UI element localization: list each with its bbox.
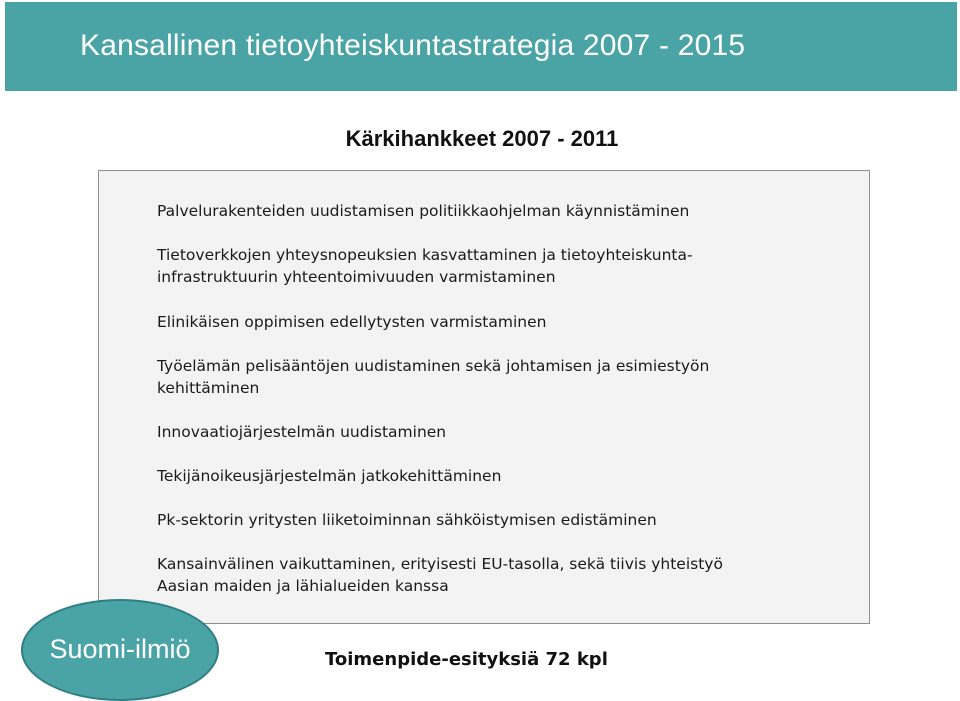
project-item <box>157 200 689 222</box>
section-heading: Kärkihankkeet 2007 - 2011 <box>345 126 619 151</box>
project-item-line: Pk-sektorin yritysten liiketoiminnan sähköistymisen edistäminen <box>157 511 657 529</box>
project-item <box>157 355 709 399</box>
project-item-line: Palvelurakenteiden uudistamisen politiikkaohjelman käynnistäminen <box>157 202 690 220</box>
project-item <box>157 509 657 531</box>
project-item <box>157 421 446 443</box>
project-item <box>157 465 501 487</box>
badge-label: Suomi-ilmiö <box>49 634 191 664</box>
project-item <box>157 311 546 333</box>
project-item <box>157 553 723 597</box>
project-item-line: Elinikäisen oppimisen edellytysten varmistaminen <box>157 313 547 331</box>
project-item-line: Aasian maiden ja lähialueiden kanssa <box>157 577 449 595</box>
project-item-line: infrastruktuurin yhteentoimivuuden varmistaminen <box>157 268 556 286</box>
title-banner <box>5 2 957 91</box>
project-item-line: Tietoverkkojen yhteysnopeuksien kasvattaminen ja tietoyhteiskunta- <box>157 246 693 264</box>
project-item-line: Kansainvälinen vaikuttaminen, erityisesti EU-tasolla, sekä tiivis yhteistyö <box>157 555 723 573</box>
project-item-line: kehittäminen <box>157 379 260 397</box>
page-title: Kansallinen tietoyhteiskuntastrategia 2007 - 2015 <box>80 29 746 62</box>
project-item <box>157 244 693 288</box>
project-item-line: Innovaatiojärjestelmän uudistaminen <box>157 423 447 441</box>
project-item-line: Tekijänoikeusjärjestelmän jatkokehittäminen <box>157 467 502 485</box>
measures-count-note: Toimenpide-esityksiä 72 kpl <box>325 649 608 670</box>
project-item-line: Työelämän pelisääntöjen uudistaminen sekä johtamisen ja esimiestyön <box>157 357 710 375</box>
